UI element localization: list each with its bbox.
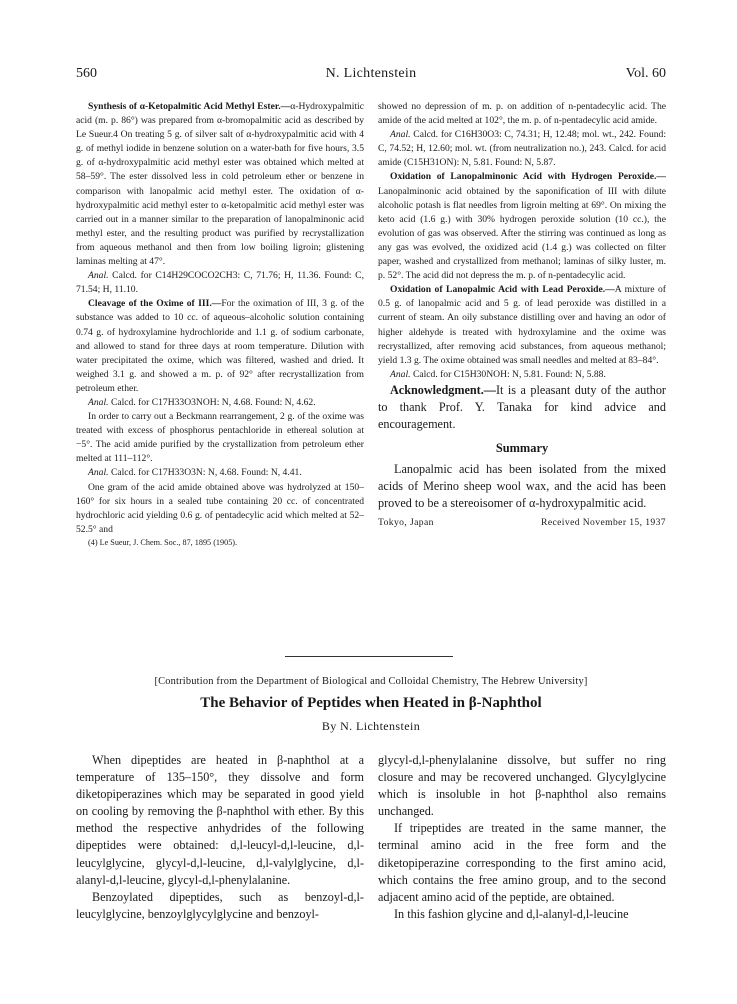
analysis-text: Calcd. for C15H30NOH: N, 5.81. Found: N, 5.88. bbox=[412, 368, 606, 380]
analysis-label: Anal. bbox=[88, 467, 109, 479]
analysis-text: Calcd. for C14H29COCO2CH3: C, 71.76; H, 11.36. Found: C, 71.54; H, 11.10. bbox=[76, 270, 364, 296]
volume-label: Vol. 60 bbox=[625, 66, 666, 81]
acknowledgment-paragraph bbox=[378, 382, 666, 433]
section-heading: Oxidation of Lanopalmic Acid with Lead Peroxide.— bbox=[390, 284, 615, 296]
paragraph-text: For the oximation of III, 3 g. of the substance was added to 10 cc. of aqueous–alcoholic solution containing 0.74 g. of hydroxylamine hydrochloride and 1.1 g. of sodium carbonate, and allowed to stand for three days at room temperature. Dilution with water precipitated the oxime, which was filtered, washed and dried. It weighed 3.1 g. and showed a m. p. of 92° after recrystallization from petroleum ether. bbox=[76, 298, 364, 394]
lead-peroxide-paragraph bbox=[378, 283, 666, 368]
article-left-column bbox=[76, 752, 364, 923]
signature-line bbox=[378, 516, 666, 530]
hydrolysis-paragraph: One gram of the acid amide obtained above was hydrolyzed at 150–160° for six hours in a sealed tube containing 20 cc. of concentrated hydrochloric acid yielding 0.6 g. of pentadecylic acid which melted at 52–52.5° and bbox=[76, 481, 364, 535]
contribution-line: [Contribution from the Department of Biological and Colloidal Chemistry, The Hebrew University] bbox=[154, 676, 588, 687]
footnote: (4) Le Sueur, J. Chem. Soc., 87, 1895 (1905). bbox=[88, 537, 238, 547]
paragraph-text: α-Hydroxypalmitic acid (m. p. 86°) was prepared from α-bromopalmitic acid as described by Le Sueur.4 On treating 5 g. of silver salt of α-hydroxypalmitic acid with 4 g. of methyl iodide in benzene solution on a water-bath for five hours, 3.5 g. of α-hydroxypalmitic acid methyl ester was obtained which melted at 58–59°. The ester dissolved less in cold petroleum ether or benzene in comparison with lanopalmic acid methyl ester. The oxidation of α-hydroxypalmitic acid methyl ester to α-ketopalmitic acid methyl ester was carried out in a manner similar to the preparation of lanopalminonic acid methyl ester, and the resulting product was purified by recrystallization from aqueous methanol and then from low boiling ligroin; glistening laminas melting at 47°. bbox=[76, 101, 364, 268]
location: Tokyo, Japan bbox=[378, 516, 434, 528]
body-paragraph: glycyl-d,l-phenylalanine dissolve, but suffer no ring closure and may be recovered unchanged. Glycylglycine which is insoluble in hot β-naphthol also remains unchanged. bbox=[378, 753, 666, 819]
analysis-line bbox=[378, 368, 666, 382]
summary-paragraph: Lanopalmic acid has been isolated from the mixed acids of Merino sheep wool wax, and the acid has been proved to be a stereoisomer of α-hydroxypalmitic acid. bbox=[378, 462, 666, 511]
paragraph-text: A mixture of 0.5 g. of lanopalmic acid and 5 g. of lead peroxide was distilled in a current of steam. An oily substance distilling over and having an odor of higher aldehyde is treated with hydroxylamine and the oxime was recrystallized, after removing acid substances, from aqueous methanol; yield 1.3 g. The oxime obtained was small needles and melted at 83–84°. bbox=[378, 284, 666, 366]
article-byline: By N. Lichtenstein bbox=[321, 719, 421, 733]
synthesis-paragraph bbox=[76, 100, 364, 269]
analysis-line bbox=[76, 269, 364, 297]
running-header bbox=[76, 66, 666, 86]
analysis-text: Calcd. for C17H33O3N: N, 4.68. Found: N, 4.41. bbox=[110, 467, 302, 479]
body-paragraph: Benzoylated dipeptides, such as benzoyl-d,l-leucylglycine, benzoylglycylglycine and benzoyl- bbox=[76, 889, 364, 921]
cleavage-paragraph bbox=[76, 297, 364, 396]
analysis-line bbox=[76, 466, 364, 480]
analysis-label: Anal. bbox=[390, 368, 411, 380]
article-title: The Behavior of Peptides when Heated in β-Naphthol bbox=[200, 695, 542, 711]
acknowledgment-heading: Acknowledgment.— bbox=[390, 382, 496, 397]
section-heading: Synthesis of α-Ketopalmitic Acid Methyl Ester.— bbox=[88, 101, 291, 112]
article-right-column bbox=[378, 752, 666, 923]
analysis-label: Anal. bbox=[390, 129, 411, 141]
left-column bbox=[76, 100, 364, 548]
section-heading: Oxidation of Lanopalminonic Acid with Hydrogen Peroxide.— bbox=[390, 171, 666, 183]
analysis-text: Calcd. for C17H33O3NOH: N, 4.68. Found: N, 4.62. bbox=[110, 396, 316, 408]
page-number: 560 bbox=[76, 66, 97, 81]
h2o2-oxidation-paragraph bbox=[378, 170, 666, 283]
section-heading: Cleavage of the Oxime of III.— bbox=[88, 298, 222, 310]
continuation-paragraph: showed no depression of m. p. on addition of n-pentadecylic acid. The amide of the acid melted at 102°, the m. p. of n-pentadecylic acid amide. bbox=[378, 101, 666, 127]
summary-heading: Summary bbox=[495, 441, 549, 456]
body-paragraph: In this fashion glycine and d,l-alanyl-d,l-leucine bbox=[394, 906, 629, 921]
acknowledgment-text: It is a pleasant duty of the author to thank Prof. Y. Tanaka for kind advice and encouragement. bbox=[378, 382, 666, 432]
analysis-line bbox=[76, 396, 364, 410]
paragraph-text: Lanopalminonic acid obtained by the saponification of III with dilute alcoholic potash is flat needles from ligroin melting at 69°. On mixing the keto acid (1.6 g.) with 30% hydrogen peroxide solution (10 cc.), the evolution of gas was observed. After the stirring was continued as long as any gas was evolved, the oxidized acid (1.4 g.) was collected on filter paper, washed and crystallized from methanol; laminas of silky luster, m. p. 52°. The acid did not depress the m. p. of n-pentadecylic acid. bbox=[378, 185, 666, 282]
section-divider bbox=[285, 656, 453, 657]
analysis-line bbox=[378, 128, 666, 170]
analysis-label: Anal. bbox=[88, 396, 109, 408]
body-paragraph: If tripeptides are treated in the same manner, the terminal amino acid in the free form and the diketopiperazine corresponding to the first amino acid, which contains the free amino group, and to the second adjacent amino acid of the peptide, are obtained. bbox=[378, 821, 666, 904]
body-paragraph: When dipeptides are heated in β-naphthol at a temperature of 135–150°, they dissolve and form diketopiperazines which may be separated in good yield on cooling by removing the β-naphthol with ether. By this method the respective anhydrides of the following dipeptides were obtained: d,l-leucyl-d,l-leucine, d,l-leucylglycine, glycyl-d,l-leucine, d,l-valylglycine, d,l-alanyl-d,l-leucine, glycyl-d,l-phenylalanine. bbox=[76, 753, 364, 887]
analysis-text: Calcd. for C16H30O3: C, 74.31; H, 12.48; mol. wt., 242. Found: C, 74.52; H, 12.60; mol. wt. (from neutralization no.), 243. Calcd. for acid amide (C15H31ON): N, 5.81. Found: N, 5.87. bbox=[378, 129, 667, 169]
right-column bbox=[378, 100, 666, 530]
received-date: Received November 15, 1937 bbox=[541, 516, 666, 528]
beckmann-paragraph: In order to carry out a Beckmann rearrangement, 2 g. of the oxime was treated with excess of phosphorus pentachloride in ethereal solution at −5°. The acid amide purified by the crystallization from petroleum ether melted at 111–112°. bbox=[76, 411, 364, 465]
running-author: N. Lichtenstein bbox=[325, 66, 417, 81]
analysis-label: Anal. bbox=[88, 270, 109, 282]
